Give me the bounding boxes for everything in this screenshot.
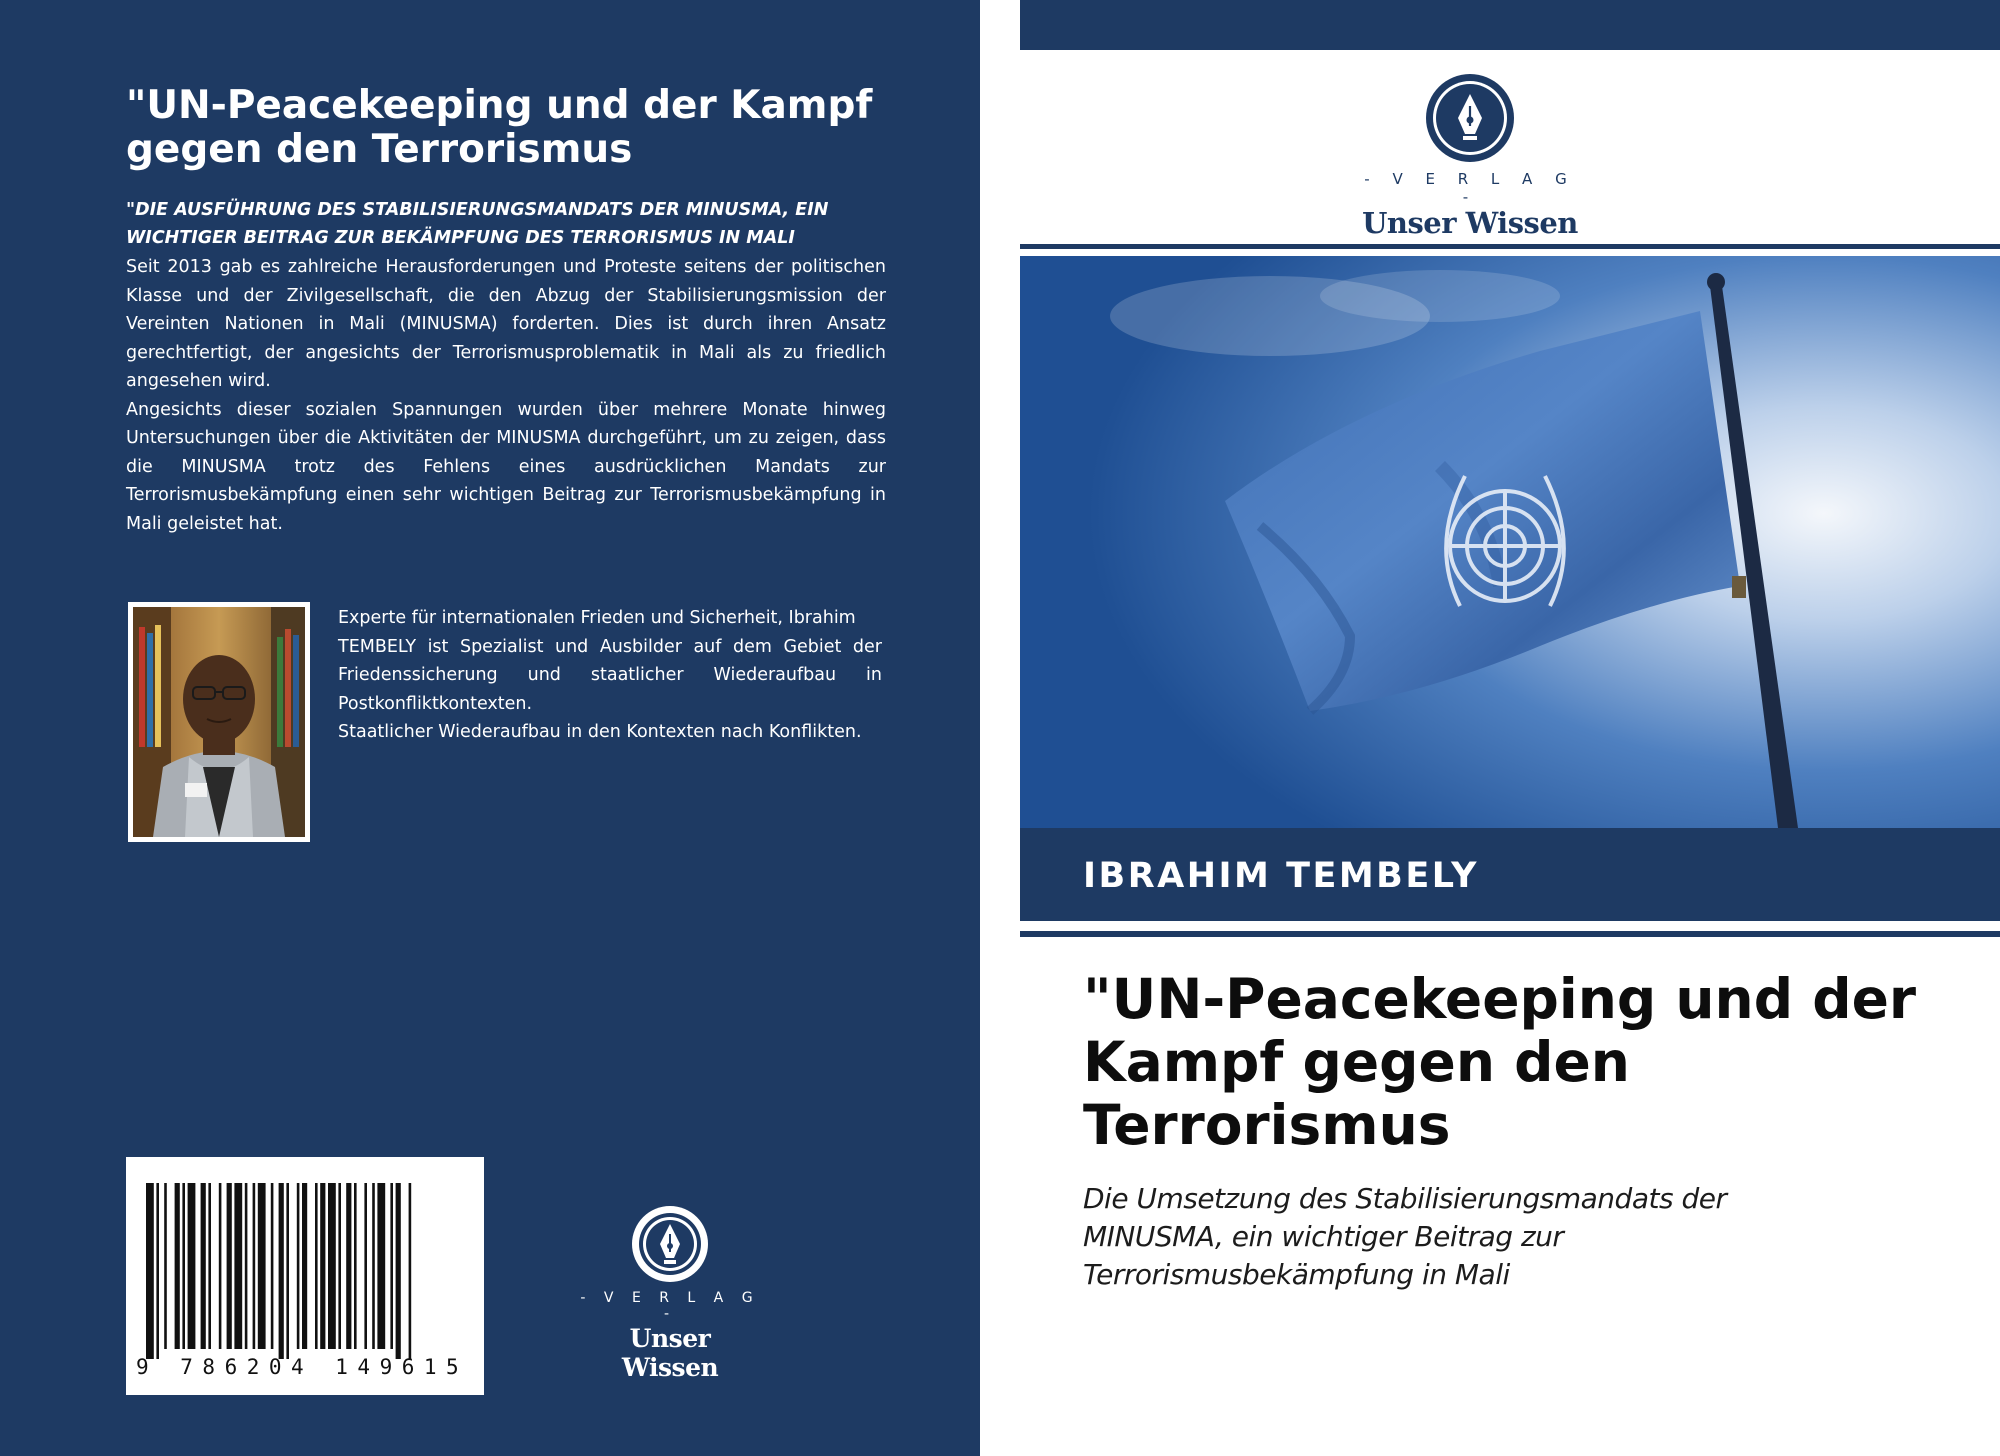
barcode-bar xyxy=(253,1183,256,1349)
author-portrait-icon xyxy=(133,607,305,837)
barcode-bar xyxy=(346,1183,351,1349)
barcode-bar xyxy=(279,1183,284,1359)
back-verlag-label: - V E R L A G - xyxy=(580,1290,760,1322)
barcode-bar xyxy=(338,1183,341,1349)
author-bio xyxy=(338,604,882,747)
barcode-bar xyxy=(258,1183,266,1349)
barcode-bar xyxy=(164,1183,167,1349)
author-name: IBRAHIM TEMBELY xyxy=(1083,856,1479,896)
back-cover-subhead: "DIE AUSFÜHRUNG DES STABILISIERUNGSMANDATS DER MINUSMA, EIN WICHTIGER BEITRAG ZUR BEKÄMPFUNG DES TERRORISMUS IN MALI xyxy=(126,200,829,248)
barcode-bar xyxy=(201,1183,206,1349)
back-publisher-name: Unser Wissen xyxy=(621,1324,719,1382)
author-band xyxy=(1020,828,2000,921)
barcode-bar xyxy=(286,1183,289,1359)
barcode-bar xyxy=(364,1183,367,1349)
blurb-paragraph-1: Seit 2013 gab es zahlreiche Herausforderungen und Proteste seitens der politischen Klasse und der Zivilgesellschaft, die den Abzug der Stabilisierungsmission der Vereinten Nationen in Mali (MINUSMA) forderten. Dies ist durch ihren Ansatz gerechtfertigt, der angesichts der Terrorismusproblematik in Mali als zu friedlich angesehen wird. xyxy=(126,257,886,391)
barcode-bar xyxy=(271,1183,274,1349)
isbn-barcode xyxy=(126,1157,484,1395)
back-cover xyxy=(0,0,980,1456)
barcode-bar xyxy=(175,1183,180,1349)
barcode-bar xyxy=(377,1183,385,1349)
front-publisher-logo xyxy=(1360,72,1580,240)
barcode-bar xyxy=(188,1183,196,1349)
book-subtitle: Die Umsetzung des Stabilisierungsmandats der MINUSMA, ein wichtiger Beitrag zur Terrorismusbekämpfung in Mali xyxy=(1083,1182,1727,1291)
barcode-bar xyxy=(219,1183,222,1349)
spine-gap xyxy=(980,0,1020,1456)
front-top-bar xyxy=(1020,0,2000,50)
barcode xyxy=(142,1183,468,1359)
barcode-bar xyxy=(396,1183,401,1359)
barcode-bar xyxy=(208,1183,211,1349)
pen-nib-emblem-icon xyxy=(630,1204,710,1284)
barcode-bar xyxy=(227,1183,232,1349)
barcode-bar xyxy=(156,1183,159,1359)
divider-line xyxy=(1020,931,2000,937)
barcode-bar xyxy=(302,1183,307,1349)
back-cover-title: "UN-Peacekeeping und der Kampf gegen den Terrorismus xyxy=(126,83,873,172)
divider-line xyxy=(1020,244,2000,249)
blurb-paragraph-2: Angesichts dieser sozialen Spannungen wurden über mehrere Monate hinweg Untersuchungen über die Aktivitäten der MINUSMA durchgeführt, um zu zeigen, dass die MINUSMA trotz des Fehlens eines ausdrücklichen Mandats zur Terrorismusbekämpfung einen sehr wichtigen Beitrag zur Terrorismusbekämpfung in Mali geleistet hat. xyxy=(126,399,886,534)
book-title: "UN-Peacekeeping und der Kampf gegen den Terrorismus xyxy=(1083,967,1917,1157)
front-verlag-label: - V E R L A G - xyxy=(1364,170,1576,206)
un-flag-photo xyxy=(1020,256,2000,828)
author-bio-line-2: TEMBELY ist Spezialist und Ausbilder auf dem Gebiet der Friedenssicherung und staatlicher Wiederaufbau in Postkonfliktkontexten. xyxy=(338,636,882,714)
barcode-bar xyxy=(234,1183,242,1349)
barcode-bar xyxy=(182,1183,185,1349)
front-cover xyxy=(1020,0,2000,1456)
author-portrait-image xyxy=(128,602,310,842)
front-publisher-name: Unser Wissen xyxy=(1362,206,1578,240)
barcode-bar xyxy=(297,1183,300,1349)
author-bio-line-3: Staatlicher Wiederaufbau in den Kontexten nach Konflikten. xyxy=(338,722,862,742)
isbn-number: 9 786204 149615 xyxy=(136,1355,469,1379)
back-cover-blurb xyxy=(126,253,886,538)
barcode-bar xyxy=(146,1183,154,1359)
barcode-bar xyxy=(245,1183,248,1349)
barcode-bar xyxy=(390,1183,393,1349)
barcode-bar xyxy=(328,1183,336,1349)
barcode-bar xyxy=(409,1183,412,1359)
barcode-bar xyxy=(372,1183,375,1349)
back-publisher-logo xyxy=(578,1204,762,1382)
author-bio-line-1: Experte für internationalen Frieden und Sicherheit, Ibrahim xyxy=(338,608,856,628)
barcode-bar xyxy=(354,1183,357,1349)
pen-nib-emblem-icon xyxy=(1424,72,1516,164)
un-flag-image xyxy=(1020,256,2000,828)
barcode-bar xyxy=(320,1183,325,1349)
barcode-bar xyxy=(315,1183,318,1349)
